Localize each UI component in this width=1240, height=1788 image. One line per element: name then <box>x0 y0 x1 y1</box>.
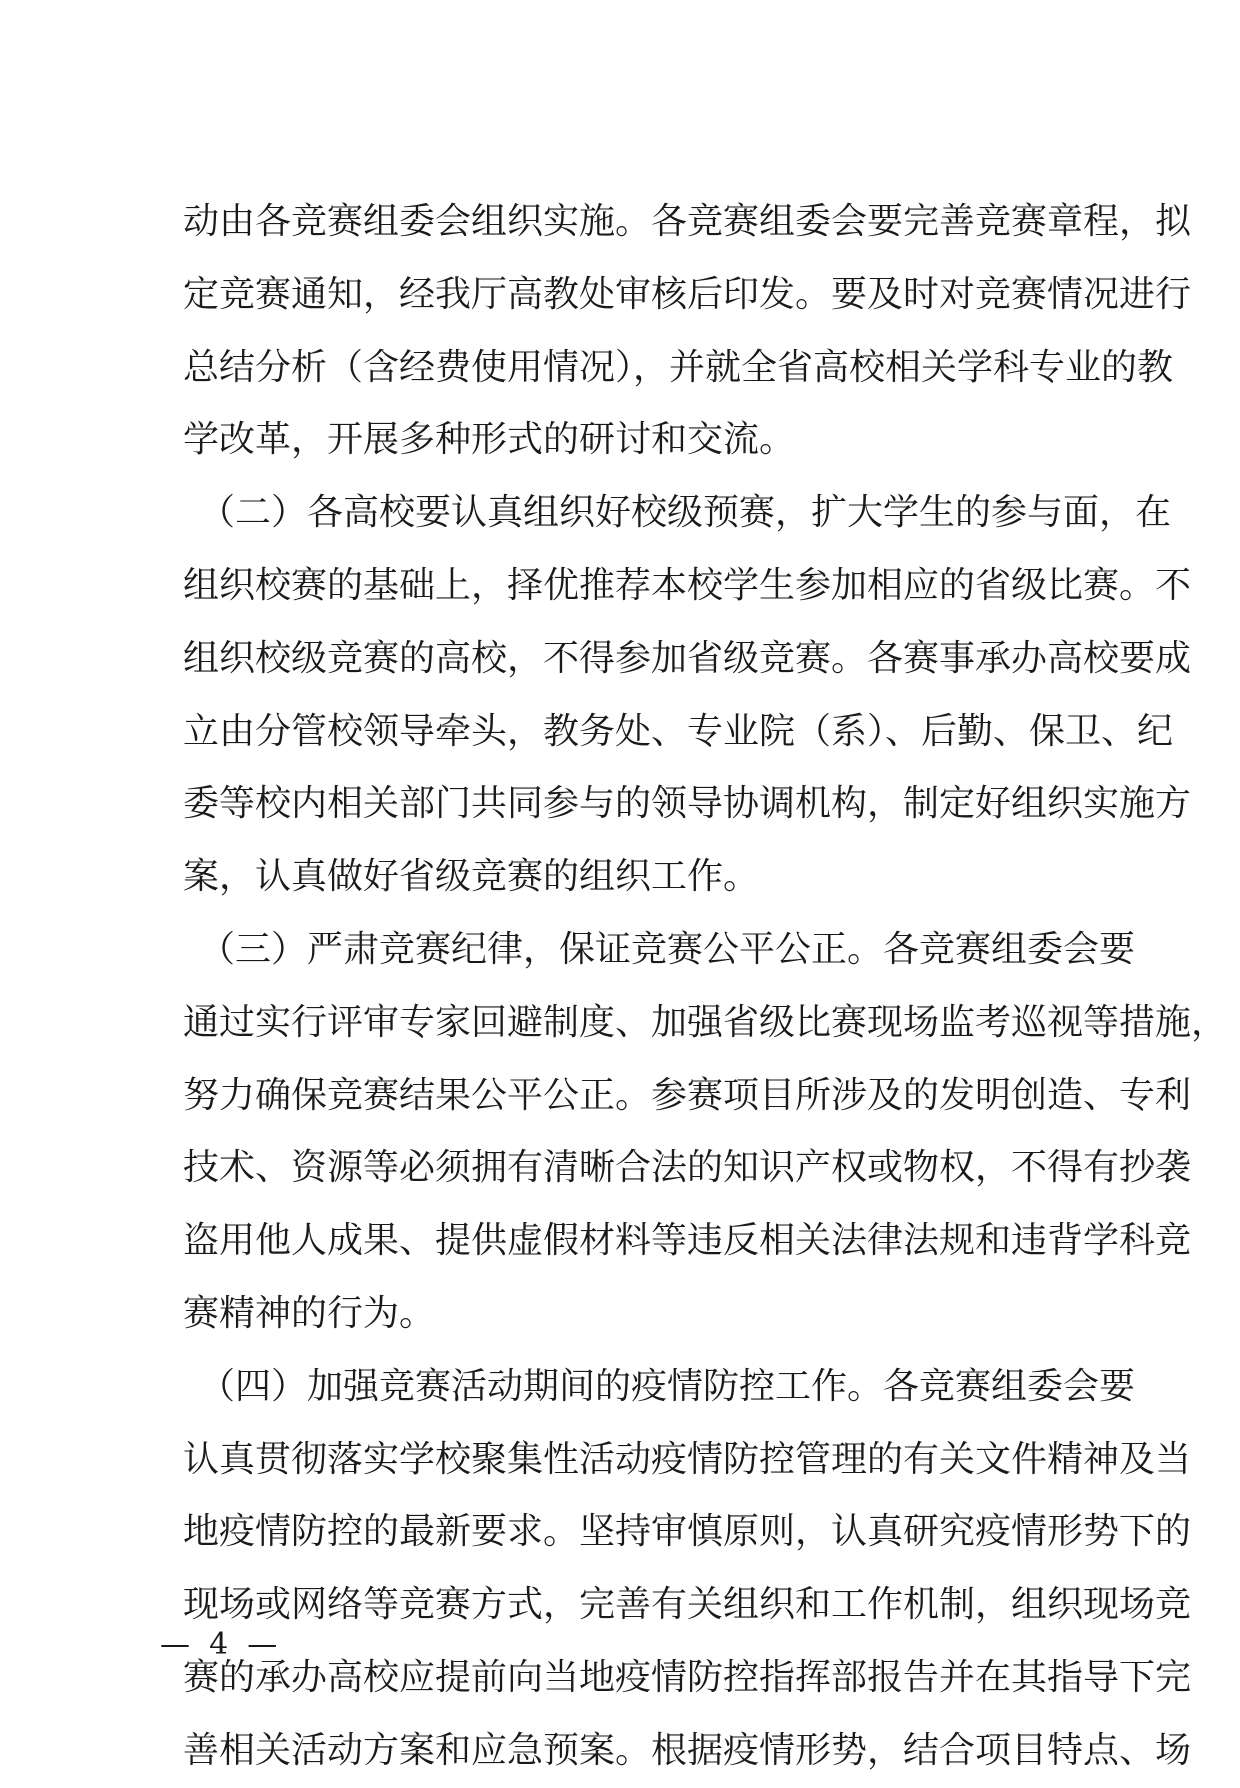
text-line: 赛精神的行为。 <box>183 1292 436 1334</box>
text-line: 善相关活动方案和应急预案。根据疫情形势，结合项目特点、场 <box>183 1729 1192 1771</box>
text-line: 赛的承办高校应提前向当地疫情防控指挥部报告并在其指导下完 <box>183 1656 1192 1698</box>
text-line: 委等校内相关部门共同参与的领导协调机构，制定好组织实施方 <box>183 783 1192 825</box>
text-line: 组织校级竞赛的高校，不得参加省级竞赛。各赛事承办高校要成 <box>183 637 1192 679</box>
text-line: 定竞赛通知，经我厅高教处审核后印发。要及时对竞赛情况进行 <box>183 273 1192 315</box>
text-line: 努力确保竞赛结果公平公正。参赛项目所涉及的发明创造、专利 <box>183 1074 1192 1116</box>
text-line: 动由各竞赛组委会组织实施。各竞赛组委会要完善竞赛章程，拟 <box>183 201 1192 242</box>
paragraph-heading-line: （二）各高校要认真组织好校级预赛，扩大学生的参与面，在 <box>199 492 1172 534</box>
document-body <box>183 186 1228 1788</box>
text-line: 通过实行评审专家回避制度、加强省级比赛现场监考巡视等措施， <box>183 1001 1228 1043</box>
paragraph-heading-line: （三）严肃竞赛纪律，保证竞赛公平公正。各竞赛组委会要 <box>199 928 1136 970</box>
page-number: — 4 — <box>160 1627 278 1662</box>
text-line: 认真贯彻落实学校聚集性活动疫情防控管理的有关文件精神及当 <box>183 1438 1192 1480</box>
text-line: 学改革，开展多种形式的研讨和交流。 <box>183 419 796 461</box>
text-line: 技术、资源等必须拥有清晰合法的知识产权或物权，不得有抄袭 <box>183 1147 1192 1189</box>
text-line: 立由分管校领导牵头，教务处、专业院（系）、后勤、保卫、纪 <box>183 710 1174 752</box>
text-line: 现场或网络等竞赛方式，完善有关组织和工作机制，组织现场竞 <box>183 1584 1192 1626</box>
text-line: 地疫情防控的最新要求。坚持审慎原则，认真研究疫情形势下的 <box>183 1511 1192 1553</box>
text-line: 案，认真做好省级竞赛的组织工作。 <box>183 856 760 898</box>
text-line: 组织校赛的基础上，择优推荐本校学生参加相应的省级比赛。不 <box>183 564 1192 606</box>
paragraph-heading-line: （四）加强竞赛活动期间的疫情防控工作。各竞赛组委会要 <box>199 1365 1136 1407</box>
text-line: 盗用他人成果、提供虚假材料等违反相关法律法规和违背学科竞 <box>183 1220 1192 1262</box>
text-line: 总结分析（含经费使用情况），并就全省高校相关学科专业的教 <box>183 346 1174 388</box>
